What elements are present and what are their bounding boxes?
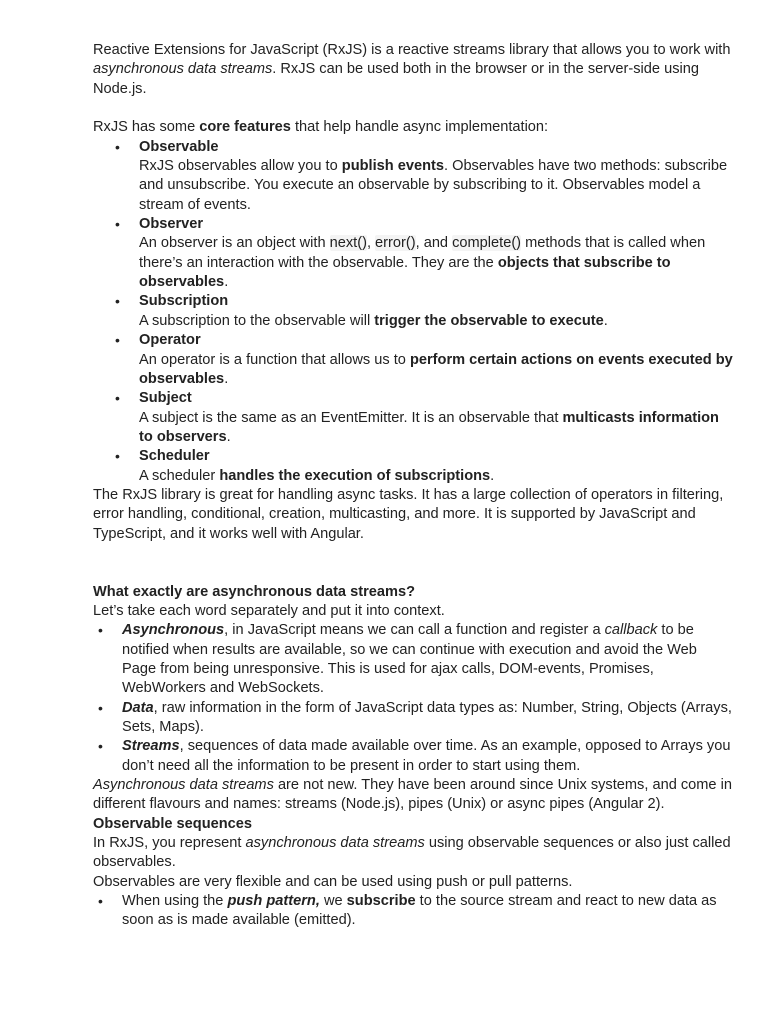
term-streams: • Streams, sequences of data made available over time. As an example, opposed to Arrays you don’t need all the information to be present in order to start using them. [93, 737, 733, 776]
feature-subscription: • Subscription A subscription to the observable will trigger the observable to execute. [93, 292, 733, 331]
feature-observer: • Observer An observer is an object with next(), error(), and complete() methods that is called when there’s an interaction with the observable. They are the objects that subscribe to observables. [93, 215, 733, 292]
inline-code: next() [329, 235, 367, 252]
feature-subject: • Subject A subject is the same as an EventEmitter. It is an observable that multicasts information to observers. [93, 389, 733, 447]
section-lead: Let’s take each word separately and put it into context. [93, 602, 445, 619]
inline-code: error() [375, 235, 416, 252]
patterns-list [93, 892, 733, 931]
feature-term: • Subject [139, 390, 192, 407]
feature-scheduler: • Scheduler A scheduler handles the execution of subscriptions. [93, 447, 733, 486]
feature-term: • Operator [139, 332, 201, 349]
feature-term: • Observable [139, 138, 219, 155]
document-body [93, 41, 733, 931]
library-paragraph: The RxJS library is great for handling async tasks. It has a large collection of operators in filtering, error handling, conditional, creation, multicasting, and more. It is supported by JavaScript and TypeScript, and it works well with Angular. [93, 486, 724, 542]
section-heading-observable-sequences: Observable sequences [93, 815, 252, 832]
push-pattern-item: • When using the push pattern, we subscribe to the source stream and react to new data as soon as is made available (emitted). [93, 892, 733, 931]
patterns-paragraph: Observables are very flexible and can be used using push or pull patterns. [93, 873, 573, 890]
emphasis: asynchronous data streams [93, 61, 273, 78]
terms-list [93, 621, 733, 776]
streams-history-paragraph: Asynchronous data streams are not new. They have been around since Unix systems, and come in different flavours and names: streams (Node.js), pipes (Unix) or async pipes (Angular 2). [93, 777, 732, 813]
feature-term: • Scheduler [139, 448, 210, 465]
feature-observable: • Observable RxJS observables allow you to publish events. Observables have two methods: subscribe and unsubscribe. You execute an observable by subscribing to it. Observables model a stream of events. [93, 138, 733, 215]
intro-paragraph: Reactive Extensions for JavaScript (RxJS) is a reactive streams library that allows you to work with asynchronous data streams. RxJS can be used both in the browser or in the server-side using Node.js. [93, 42, 731, 97]
inline-code: complete() [452, 235, 522, 252]
term-asynchronous: • Asynchronous, in JavaScript means we can call a function and register a callback to be notified when results are available, so we can continue with execution and avoid the Web Page from being unresponsive. This is used for ajax calls, DOM-events, Promises, WebWorkers and WebSockets. [93, 621, 733, 698]
feature-operator: • Operator An operator is a function that allows us to perform certain actions on events executed by observables. [93, 331, 733, 389]
observable-sequences-paragraph: In RxJS, you represent asynchronous data streams using observable sequences or also just called observables. [93, 835, 731, 871]
core-features-intro: RxJS has some core features that help handle async implementation: [93, 119, 549, 136]
core-features-list [93, 138, 733, 486]
feature-term: • Subscription [139, 293, 229, 310]
feature-term: • Observer [139, 216, 204, 233]
section-heading-async-streams: What exactly are asynchronous data streams? [93, 583, 415, 600]
term-data: • Data, raw information in the form of JavaScript data types as: Number, String, Objects (Arrays, Sets, Maps). [93, 699, 733, 738]
